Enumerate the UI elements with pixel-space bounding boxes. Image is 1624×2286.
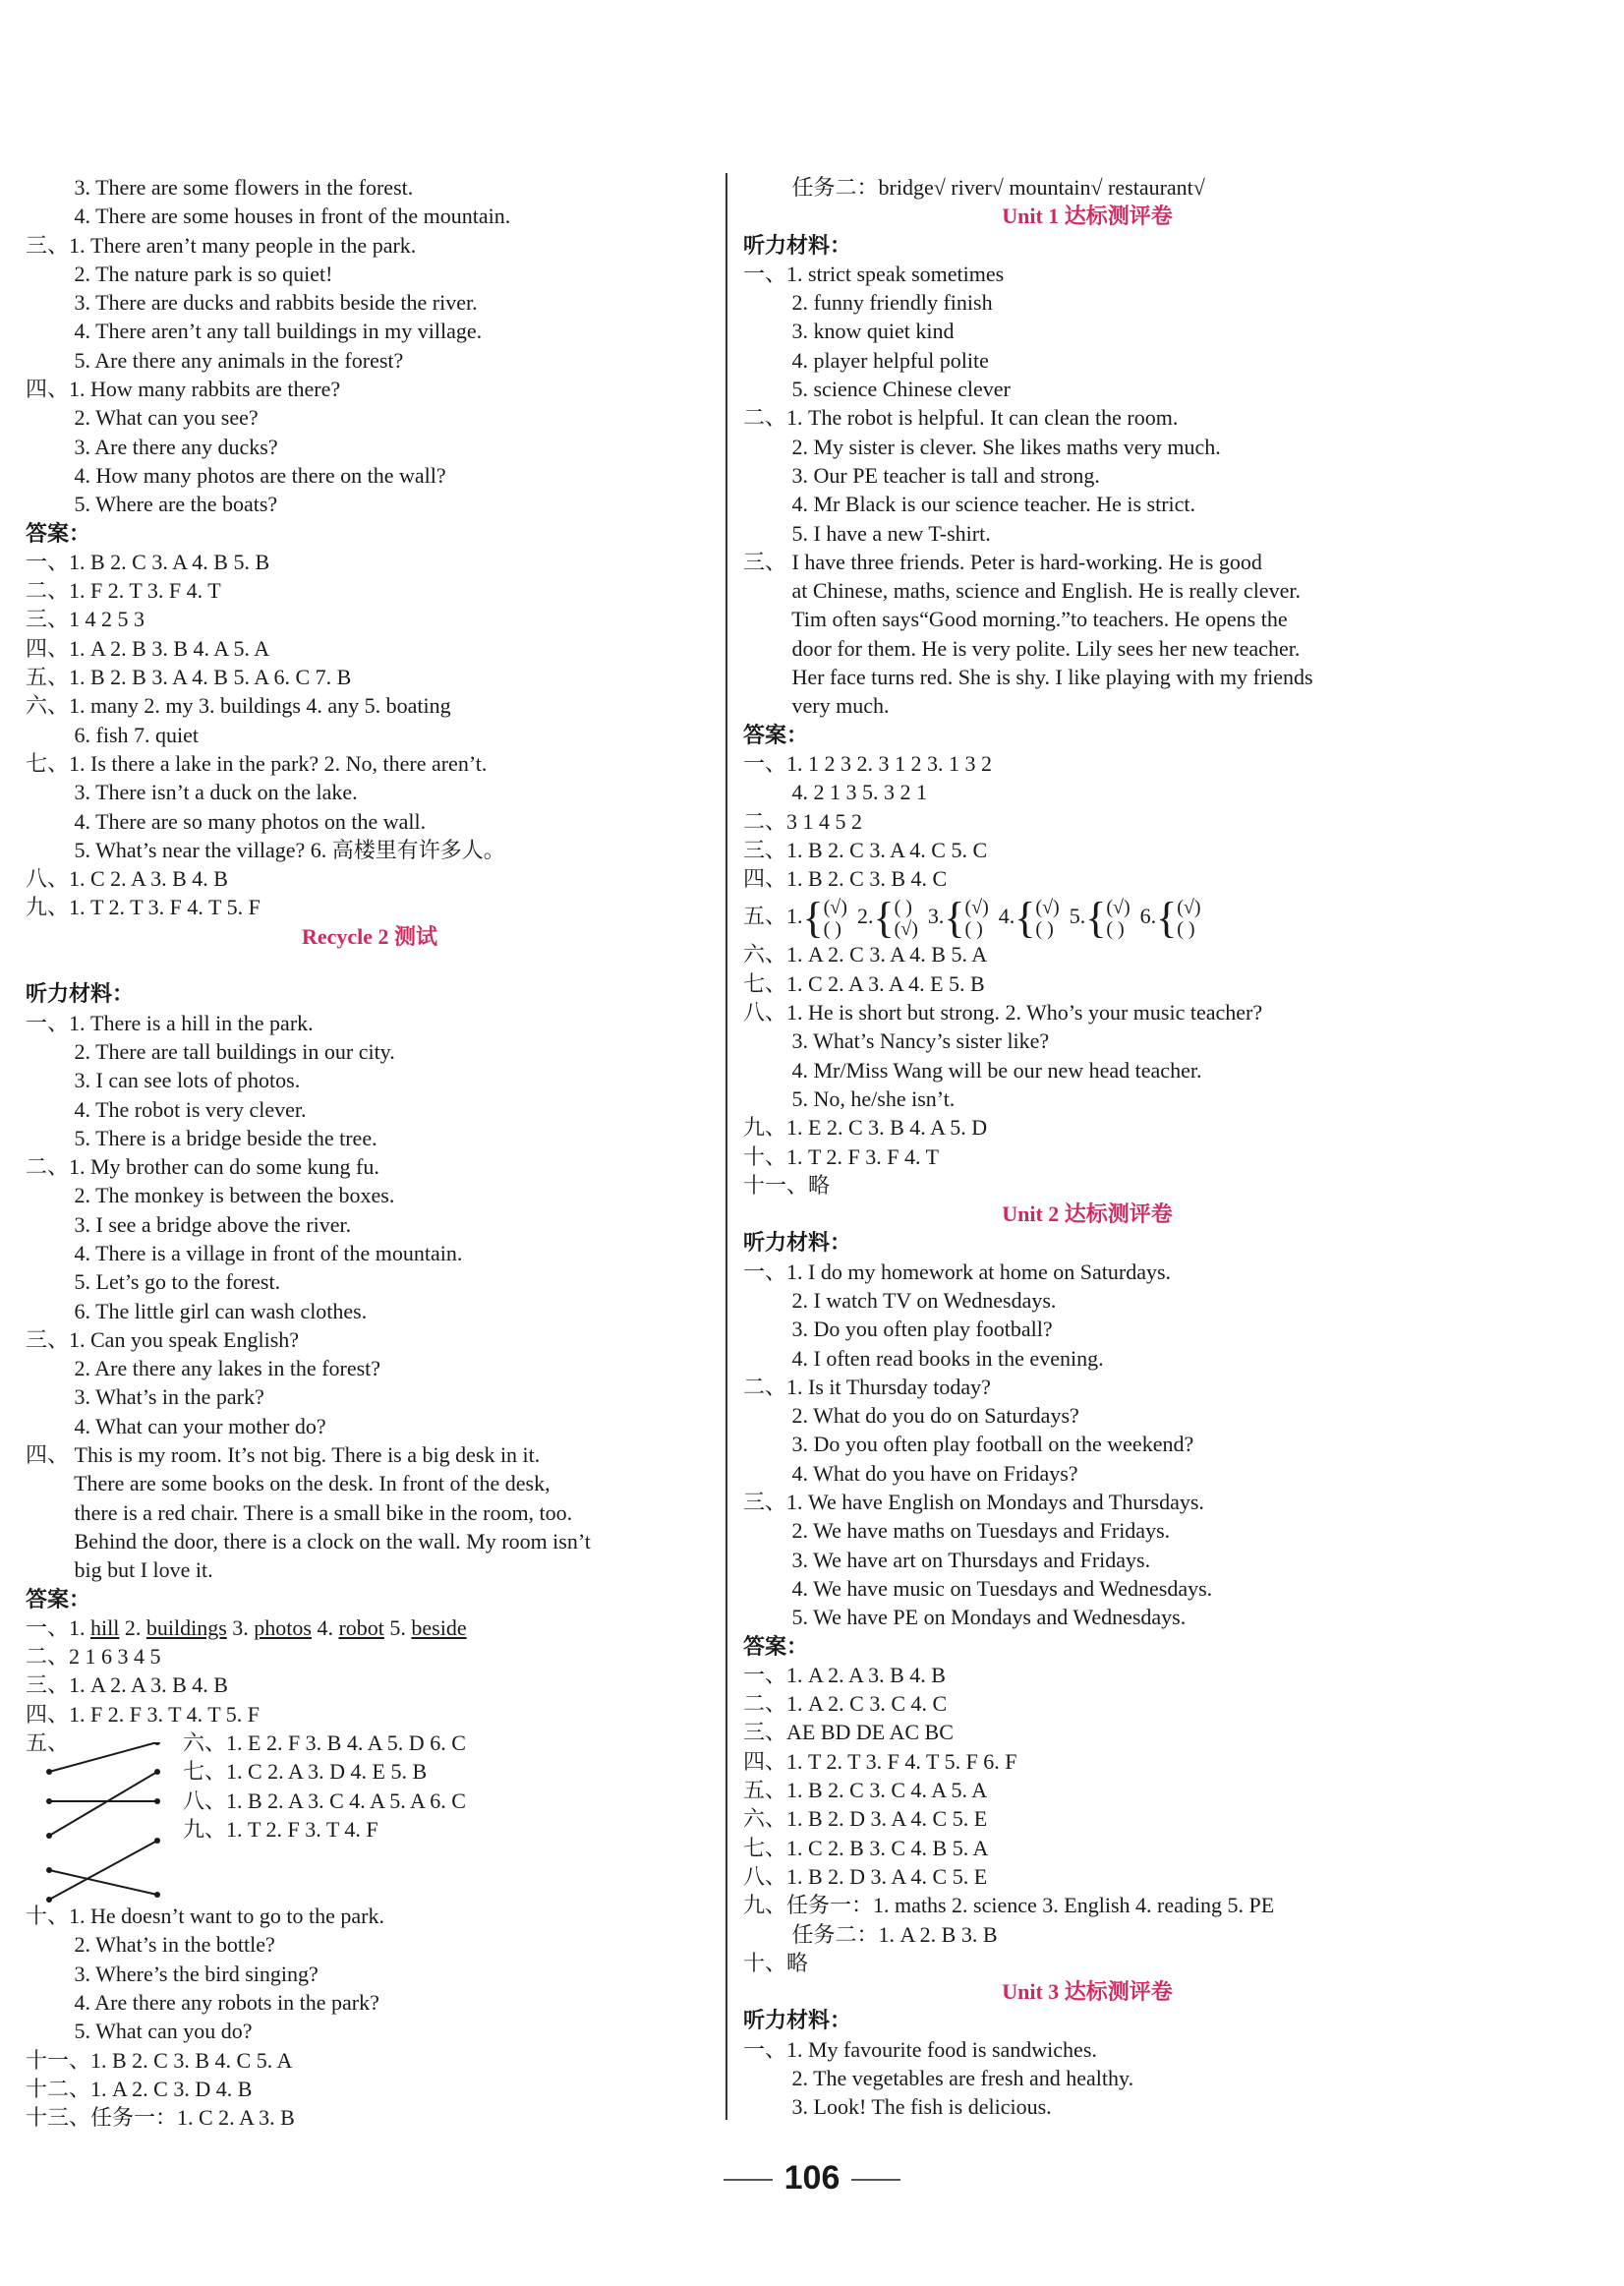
answer-line: 二、1. A 2. C 3. C 4. C	[743, 1691, 948, 1717]
answer-line: Behind the door, there is a clock on the wall. My room isn’t	[26, 1528, 591, 1553]
matching-block	[26, 1729, 714, 1902]
answer-line: 八、1. C 2. A 3. B 4. B	[26, 866, 228, 892]
answer-line: 4. How many photos are there on the wall?	[26, 462, 446, 488]
brace-glyph: {	[802, 894, 824, 943]
answer-line: 2. My sister is clever. She likes maths very much.	[743, 434, 1221, 459]
answer-line: 七、1. C 2. A 3. A 4. E 5. B	[743, 970, 985, 996]
brace-options: (√) ( )	[1035, 897, 1060, 941]
brace-glyph: {	[1085, 894, 1107, 943]
matching-line	[49, 1742, 157, 1772]
answer-line: 八、1. B 2. D 3. A 4. C 5. E	[743, 1863, 988, 1889]
answer-line: 3. know quiet kind	[743, 319, 955, 344]
answer-line: 5. Where are the boats?	[26, 492, 278, 517]
answer-line: 七、1. C 2. B 3. C 4. B 5. A	[743, 1835, 989, 1860]
section-title: Unit 3 达标测评卷	[1002, 1979, 1173, 2005]
brace-glyph: {	[1156, 894, 1178, 943]
underlined-answer: robot	[338, 1614, 384, 1640]
answer-line: 2. The nature park is so quiet!	[26, 261, 333, 286]
answer-line: 3. Our PE teacher is tall and strong.	[743, 462, 1100, 488]
answer-line: 4. What can your mother do?	[26, 1413, 326, 1438]
answer-line: 5. Are there any animals in the forest?	[26, 347, 404, 373]
answer-line: 3. There isn’t a duck on the lake.	[26, 780, 358, 805]
answer-line: 三、1. B 2. C 3. A 4. C 5. C	[743, 837, 988, 862]
answer-line: 六、1. A 2. C 3. A 4. B 5. A	[743, 942, 988, 967]
page-number-text: 106	[783, 2159, 841, 2197]
answer-line: 4. Mr Black is our science teacher. He is strict.	[743, 492, 1196, 517]
answer-line: 2. What can you see?	[26, 405, 259, 431]
answer-line: 4. I often read books in the evening.	[743, 1345, 1104, 1371]
answer-line: 4. player helpful polite	[743, 347, 989, 373]
answer-line: 2. There are tall buildings in our city.	[26, 1038, 395, 1064]
answer-line: 4. We have music on Tuesdays and Wednesdays.	[743, 1575, 1213, 1601]
brace-glyph: {	[1015, 894, 1036, 943]
answer-line: 2. The monkey is between the boxes.	[26, 1183, 395, 1208]
answer-line: 三、1. We have English on Mondays and Thursdays.	[743, 1490, 1204, 1515]
answer-line: Tim often says“Good morning.”to teachers. He opens the	[743, 607, 1288, 632]
answer-line: 十一、1. B 2. C 3. B 4. C 5. A	[26, 2047, 293, 2073]
brace-answer: 5.{ (√) ( )	[1069, 894, 1131, 943]
answer-line: 四、1. T 2. T 3. F 4. T 5. F 6. F	[743, 1748, 1017, 1774]
underlined-answer: beside	[411, 1614, 467, 1640]
answer-line: 九、1. E 2. C 3. B 4. A 5. D	[743, 1115, 988, 1141]
answer-line: 4. What do you have on Fridays?	[743, 1460, 1078, 1486]
answer-line: 八、1. He is short but strong. 2. Who’s your music teacher?	[743, 1000, 1263, 1026]
answer-line: 三、1. A 2. A 3. B 4. B	[26, 1672, 228, 1698]
answer-line: 任务二：1. A 2. B 3. B	[743, 1921, 998, 1947]
answer-line: 4. There are some houses in front of the mountain.	[26, 204, 511, 229]
matching-label: 五、	[26, 1730, 70, 1756]
answer-line: 5. science Chinese clever	[743, 377, 1011, 402]
answer-line: 一、1. 1 2 3 2. 3 1 2 3. 1 3 2	[743, 750, 993, 776]
answer-line: 二、1. F 2. T 3. F 4. T	[26, 578, 221, 604]
right-column	[743, 173, 1431, 2122]
answer-line: 一、1. My favourite food is sandwiches.	[743, 2036, 1097, 2062]
answer-line: 一、1. I do my homework at home on Saturdays.	[743, 1259, 1172, 1284]
brace-options: (√) ( )	[964, 897, 989, 941]
answer-line: 三、1. Can you speak English?	[26, 1326, 300, 1352]
answer-line: 九、1. T 2. T 3. F 4. T 5. F	[26, 895, 261, 920]
brace-answer: 4.{ (√) ( )	[998, 894, 1060, 943]
answer-line: 5. No, he/she isn’t.	[743, 1085, 956, 1111]
answer-line: at Chinese, maths, science and English. He is really clever.	[743, 578, 1301, 604]
answer-line: 4. The robot is very clever.	[26, 1096, 307, 1122]
answer-line: 九、1. T 2. F 3. T 4. F	[183, 1816, 378, 1842]
answer-line: 5. What can you do?	[26, 2019, 253, 2044]
matching-dot	[46, 1867, 52, 1873]
matching-side-answers	[183, 1729, 466, 1844]
answer-line: 2. What do you do on Saturdays?	[743, 1403, 1079, 1429]
answer-line: 4. Mr/Miss Wang will be our new head teacher.	[743, 1057, 1202, 1083]
answer-line: 5. We have PE on Mondays and Wednesdays.	[743, 1605, 1187, 1630]
matching-lines	[39, 1742, 177, 1909]
brace-answer: 2.{ ( ) (√)	[856, 894, 918, 943]
answer-line: 四、 This is my room. It’s not big. There is a big desk in it.	[26, 1442, 541, 1468]
section-heading: 听力材料：	[743, 2008, 852, 2033]
answer-line: 九、任务一：1. maths 2. science 3. English 4. reading 5. PE	[743, 1893, 1275, 1918]
answer-line: 二、3 1 4 5 2	[743, 808, 863, 834]
answer-line: 四、1. A 2. B 3. B 4. A 5. A	[26, 635, 270, 661]
answer-line: 4. There is a village in front of the mountain.	[26, 1240, 463, 1265]
section-heading: 答案：	[26, 520, 91, 546]
answer-line: 十一、略	[743, 1172, 831, 1198]
matching-dot	[154, 1769, 160, 1775]
matching-dot	[46, 1798, 52, 1804]
answer-line: 四、1. How many rabbits are there?	[26, 377, 341, 402]
answer-line: 三、AE BD DE AC BC	[743, 1720, 954, 1745]
page-number-rule-right	[851, 2179, 900, 2181]
answer-line: 一、1. strict speak sometimes	[743, 261, 1005, 286]
section-heading: 答案：	[743, 722, 809, 747]
answer-line: 3. Do you often play football?	[743, 1317, 1053, 1342]
matching-dot	[154, 1798, 160, 1804]
answer-line: 六、1. many 2. my 3. buildings 4. any 5. boating	[26, 693, 451, 719]
section-heading: 听力材料：	[26, 981, 135, 1007]
answer-line: 任务二：bridge√ river√ mountain√ restaurant√	[743, 175, 1205, 200]
answer-line: 七、1. C 2. A 3. D 4. E 5. B	[183, 1759, 428, 1785]
answer-line: 3. Do you often play football on the weekend?	[743, 1432, 1194, 1457]
answer-line: very much.	[743, 693, 890, 719]
answer-line: 二、1. My brother can do some kung fu.	[26, 1154, 379, 1180]
underlined-answer: hill	[90, 1614, 120, 1640]
answer-line: 5. There is a bridge beside the tree.	[26, 1125, 377, 1150]
answer-line: There are some books on the desk. In front of the desk,	[26, 1471, 551, 1496]
page-number-rule-left	[724, 2179, 773, 2181]
answer-line: 十三、任务一：1. C 2. A 3. B	[26, 2105, 295, 2131]
column-divider	[725, 173, 727, 2120]
answer-line: 2. funny friendly finish	[743, 290, 993, 316]
answer-line: 3. What’s in the park?	[26, 1384, 264, 1410]
answer-line-underlined: 一、1. hill 2. buildings 3. photos 4. robot 5. beside	[26, 1614, 467, 1640]
answer-line: there is a red chair. There is a small bike in the room, too.	[26, 1499, 573, 1525]
answer-line: 一、1. There is a hill in the park.	[26, 1010, 314, 1035]
answer-line: 3. Look! The fish is delicious.	[743, 2094, 1052, 2120]
answer-line: 3. There are some flowers in the forest.	[26, 175, 414, 200]
answer-line: 2. We have maths on Tuesdays and Fridays.	[743, 1518, 1171, 1544]
answer-line: 3. Are there any ducks?	[26, 434, 278, 459]
answer-line: 4. 2 1 3 5. 3 2 1	[743, 780, 927, 805]
brace-options: (√) ( )	[1106, 897, 1131, 941]
answer-line: 5. What’s near the village? 6. 高楼里有许多人。	[26, 837, 505, 862]
matching-dot	[46, 1833, 52, 1839]
answer-line: 四、1. B 2. C 3. B 4. C	[743, 866, 948, 892]
answer-line: 2. Are there any lakes in the forest?	[26, 1356, 381, 1381]
section-title: Unit 2 达标测评卷	[1002, 1202, 1173, 1227]
answer-line: 十、1. He doesn’t want to go to the park.	[26, 1904, 384, 1929]
answer-line: 八、1. B 2. A 3. C 4. A 5. A 6. C	[183, 1788, 466, 1813]
answer-line: 3. What’s Nancy’s sister like?	[743, 1028, 1050, 1054]
answer-line: 三、1. There aren’t many people in the park.	[26, 232, 417, 258]
brace-options: (√) ( )	[823, 897, 847, 941]
brace-answer: 1.{ (√) ( )	[786, 894, 847, 943]
brace-glyph: {	[873, 894, 895, 943]
answer-line: 2. What’s in the bottle?	[26, 1932, 275, 1958]
answer-line: 十二、1. A 2. C 3. D 4. B	[26, 2076, 253, 2101]
brace-options: (√) ( )	[1177, 897, 1201, 941]
brace-options: ( ) (√)	[894, 897, 918, 941]
answer-line: 六、1. E 2. F 3. B 4. A 5. D 6. C	[183, 1730, 466, 1756]
answer-line: 4. There are so many photos on the wall.	[26, 808, 427, 834]
answer-line: 2. I watch TV on Wednesdays.	[743, 1287, 1057, 1313]
answer-line: 二、1. Is it Thursday today?	[743, 1374, 991, 1399]
answer-line: 3. There are ducks and rabbits beside the river.	[26, 290, 478, 316]
page-number	[0, 2159, 1624, 2198]
section-heading: 听力材料：	[743, 1230, 852, 1256]
answer-line: 二、1. The robot is helpful. It can clean the room.	[743, 405, 1179, 431]
matching-dot	[154, 1742, 160, 1745]
brace-glyph: {	[944, 894, 965, 943]
answer-line: 十、略	[743, 1950, 809, 1975]
left-column	[26, 173, 714, 2132]
answer-line: 4. There aren’t any tall buildings in my village.	[26, 319, 483, 344]
answer-line: 3. I see a bridge above the river.	[26, 1211, 352, 1237]
answer-line: 3. Where’s the bird singing?	[26, 1961, 319, 1986]
answer-line: 十、1. T 2. F 3. F 4. T	[743, 1143, 940, 1169]
answer-line: 一、1. B 2. C 3. A 4. B 5. B	[26, 549, 270, 574]
underlined-answer: photos	[254, 1614, 312, 1640]
answer-line: 5. Let’s go to the forest.	[26, 1269, 281, 1295]
answer-line: big but I love it.	[26, 1557, 213, 1583]
brace-answer-row: 五、1.{ (√) ( ) 2.{ ( ) (√) 3.{ (√) ( ) 4.{ (√) ( ) 5.{ (√) ( ) 6.{ (√) ( )	[743, 894, 1201, 943]
matching-dot	[154, 1838, 160, 1844]
answer-line: 4. Are there any robots in the park?	[26, 1989, 379, 2015]
answer-line: 6. The little girl can wash clothes.	[26, 1298, 368, 1323]
matching-line	[49, 1772, 157, 1836]
answer-line: 三、1 4 2 5 3	[26, 607, 145, 632]
answer-line: 三、 I have three friends. Peter is hard-working. He is good	[743, 549, 1262, 574]
section-heading: 答案：	[26, 1586, 91, 1612]
matching-dot	[154, 1892, 160, 1898]
answer-line: 3. We have art on Thursdays and Fridays.	[743, 1547, 1151, 1572]
section-heading: 听力材料：	[743, 232, 852, 258]
section-title: Recycle 2 测试	[301, 923, 438, 949]
answer-line: 5. I have a new T-shirt.	[743, 520, 991, 546]
answer-line: 3. I can see lots of photos.	[26, 1068, 301, 1093]
answer-line: 六、1. B 2. D 3. A 4. C 5. E	[743, 1806, 988, 1832]
answer-line: Her face turns red. She is shy. I like playing with my friends	[743, 665, 1313, 690]
answer-line: 七、1. Is there a lake in the park? 2. No, there aren’t.	[26, 750, 488, 776]
answer-line: 五、1. B 2. C 3. C 4. A 5. A	[743, 1778, 988, 1803]
answer-line: 6. fish 7. quiet	[26, 722, 199, 747]
section-title: Unit 1 达标测评卷	[1002, 204, 1173, 229]
answer-line: door for them. He is very polite. Lily sees her new teacher.	[743, 635, 1301, 661]
answer-line: 二、2 1 6 3 4 5	[26, 1644, 161, 1670]
answer-line: 四、1. F 2. F 3. T 4. T 5. F	[26, 1701, 260, 1727]
matching-dot	[46, 1769, 52, 1775]
brace-answer: 6.{ (√) ( )	[1139, 894, 1201, 943]
answer-line: 2. The vegetables are fresh and healthy.	[743, 2066, 1134, 2090]
answer-line	[26, 951, 714, 979]
underlined-answer: buildings	[145, 1614, 227, 1640]
section-heading: 答案：	[743, 1633, 809, 1659]
brace-answer: 3.{ (√) ( )	[927, 894, 989, 943]
answer-line: 一、1. A 2. A 3. B 4. B	[743, 1662, 946, 1687]
answer-line: 五、1. B 2. B 3. A 4. B 5. A 6. C 7. B	[26, 665, 352, 690]
